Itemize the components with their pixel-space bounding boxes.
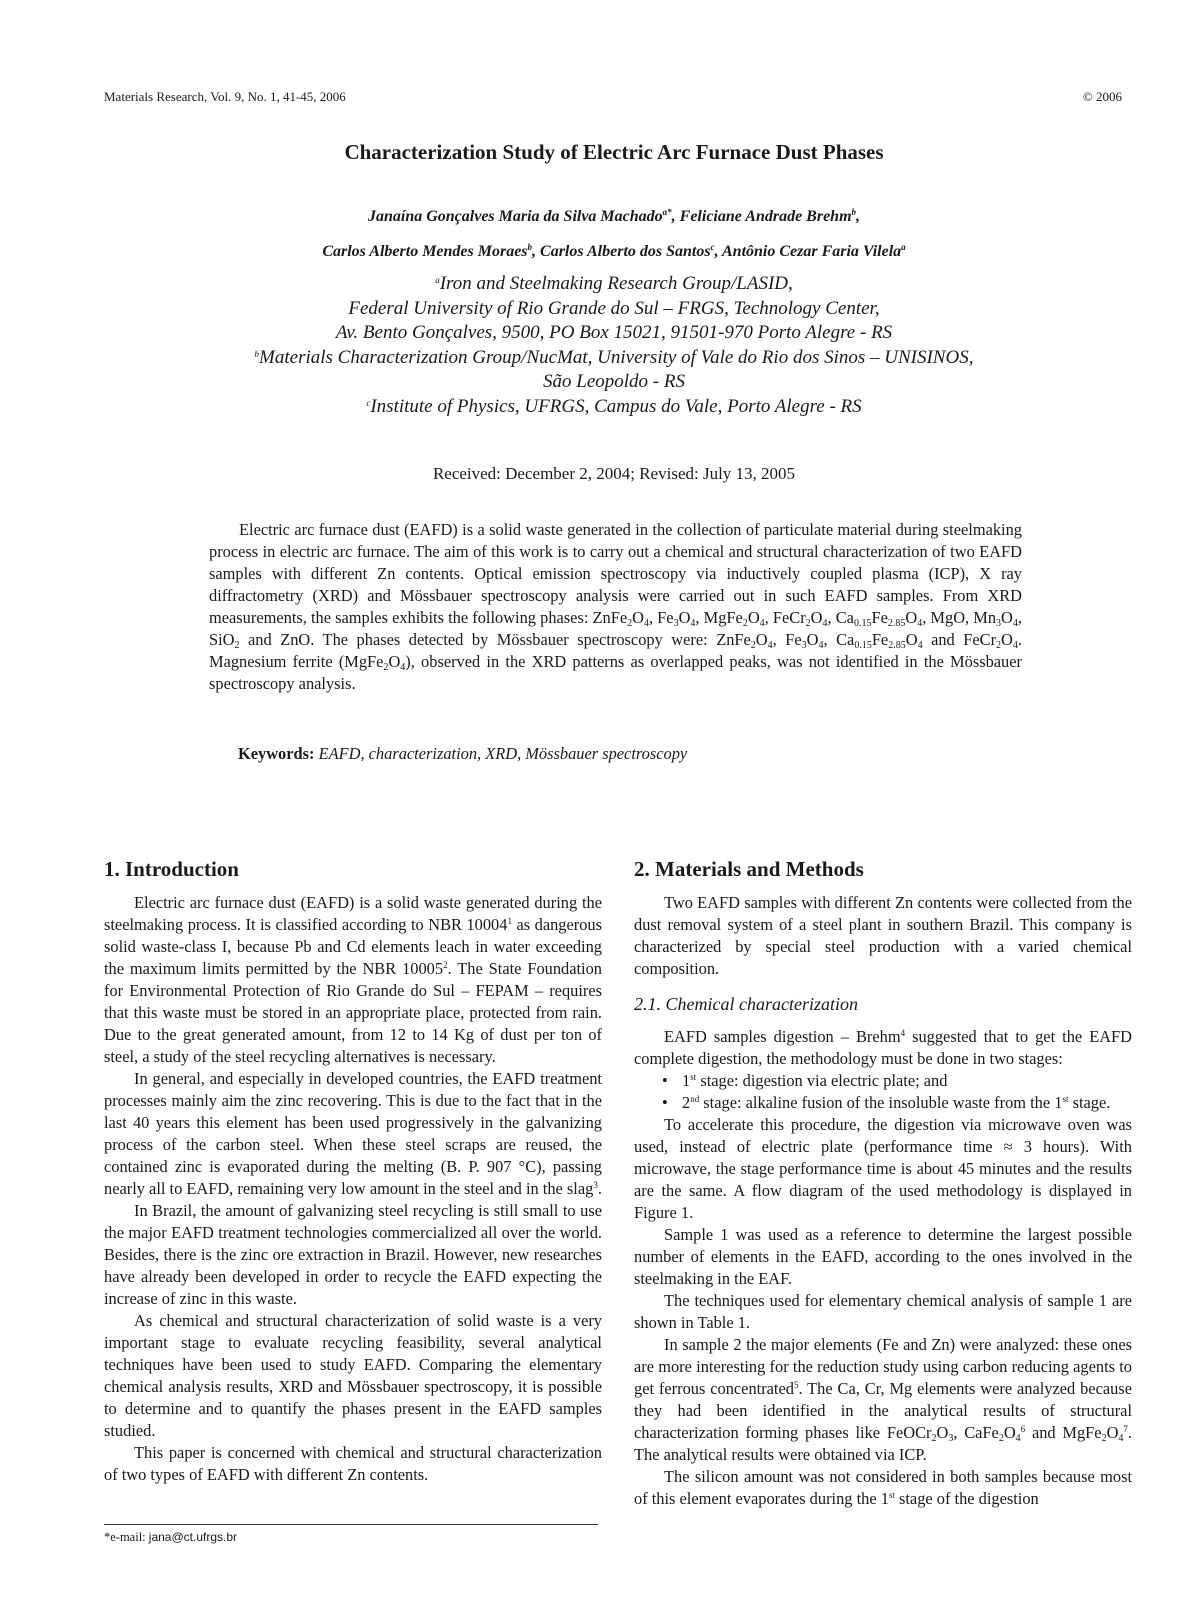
keywords-text: EAFD, characterization, XRD, Mössbauer spectroscopy (318, 744, 688, 763)
affiliations (0, 272, 1200, 419)
footnote-divider (104, 1524, 598, 1525)
affiliation-b-line-1 (0, 346, 1200, 371)
methods-paragraph-5: The techniques used for elementary chemical analysis of sample 1 are shown in Table 1. (634, 1291, 1132, 1332)
author-line-1 (0, 199, 1200, 234)
section-heading-introduction: 1. Introduction (104, 857, 239, 881)
intro-paragraph-4: As chemical and structural characterization of solid waste is a very important stage to evaluate recycling feasibility, several analytical techniques have been used to study EAFD. Comparing the elementary chemical analysis results, XRD and Mössbauer spectroscopy, it is possible to determine and to quantify the phases present in the EAFD samples studied. (104, 1311, 602, 1440)
intro-paragraph-2: In general, and especially in developed countries, the EAFD treatment processes mainly aim the zinc recovering. This is due to the fact that in the last 40 years this element has been used progressively in the galvanizing process of the carbon steel. When these steel scraps are reused, the contained zinc is evaporated during the melting (B. P. 907 °C), passing nearly all to EAFD, remaining very low amount in the steel and in the slag$^3$. (104, 1069, 602, 1198)
running-head (104, 89, 1122, 105)
author-name: Carlos Alberto dos Santos (540, 243, 711, 260)
author-name: Janaína Gonçalves Maria da Silva Machado (367, 208, 663, 225)
affiliation-a-line-1 (0, 272, 1200, 297)
author-separator: , (856, 208, 861, 225)
received-dates: Received: December 2, 2004; Revised: July 13, 2005 (432, 464, 796, 483)
subsection-heading-chemical: 2.1. Chemical characterization (634, 994, 858, 1014)
intro-paragraph-1: Electric arc furnace dust (EAFD) is a solid waste generated during the steelmaking process. It is classified according to NBR 10004$^1$ as dangerous solid waste-class I, because Pb and Cd elements leach in water exceeding the maximum limits permitted by the NBR 10005$^2$. The State Foundation for Environmental Protection of Rio Grande do Sul – FEPAM – requires that this waste must be stored in an appropriate place, protected from rain. Due to the great generated amount, from 12 to 14 Kg of dust per ton of steel, a study of the steel recycling alternatives is necessary. (104, 893, 602, 1066)
footnote-label: *e-mail: (104, 1530, 149, 1544)
affiliation-mark: b (254, 348, 260, 359)
affiliation-b-line-2: São Leopoldo - RS (543, 371, 685, 392)
author-separator: , (714, 243, 722, 260)
methods-paragraph-6: In sample 2 the major elements (Fe and Zn) were analyzed: these ones are more interesting for the reduction study using carbon reducing agents to get ferrous concentrated$^5$. The Ca, Cr, Mg elements were analyzed because they had been identified in the analytical results of structural characterization forming phases like $FeOCr_2O_3$, $CaFe_2O_4^6$ and $MgFe_2O_4^7$. The analytical results were obtained via ICP. (634, 1335, 1133, 1464)
footnote (104, 1530, 237, 1545)
author-separator: , (532, 243, 541, 260)
affiliation-mark: a (435, 275, 440, 285)
right-column (634, 856, 1132, 1510)
affiliation-text: Institute of Physics, UFRGS, Campus do Vale, Porto Alegre - RS (370, 395, 862, 417)
intro-paragraph-5: This paper is concerned with chemical and structural characterization of two types of EAFD with different Zn contents. (104, 1443, 602, 1484)
affiliation-c-line-1 (0, 395, 1200, 420)
email-address: jana@ct.ufrgs.br (148, 1530, 237, 1544)
list-item: • 1st stage: digestion via electric plate; and (662, 1071, 948, 1090)
keywords-label: Keywords: (238, 744, 315, 763)
section-heading-materials-methods: 2. Materials and Methods (634, 857, 864, 881)
affiliation-text: Materials Characterization Group/NucMat, University of Vale do Rio dos Sinos – UNISINOS, (259, 346, 974, 368)
methods-paragraph-4: Sample 1 was used as a reference to determine the largest possible number of elements in the EAFD, according to the ones involved in the steelmaking in the EAF. (634, 1225, 1132, 1288)
paper-title: Characterization Study of Electric Arc Furnace Dust Phases (344, 140, 884, 164)
author-line-2 (0, 234, 1200, 269)
affiliation-mark: c (366, 397, 371, 408)
keywords (238, 744, 687, 764)
copyright: © 2006 (1082, 89, 1122, 104)
bullet-icon: • (662, 1093, 668, 1112)
list-item: • 2nd stage: alkaline fusion of the insoluble waste from the 1st stage. (662, 1093, 1111, 1112)
stage-list (634, 1070, 1132, 1114)
methods-paragraph-2: EAFD samples digestion – Brehm$^4$ suggested that to get the EAFD complete digestion, the methodology must be done in two stages: (634, 1027, 1132, 1068)
methods-paragraph-7: The silicon amount was not considered in both samples because most of this element evaporates during the 1st stage of the digestion (634, 1467, 1132, 1508)
intro-paragraph-3: In Brazil, the amount of galvanizing steel recycling is still small to use the major EAFD treatment technologies commercialized all over the world. Besides, there is the zinc ore extraction in Brazil. However, new researches have already been developed in order to recycle the EAFD expecting the increase of zinc in this waste. (104, 1201, 602, 1308)
author-list (0, 199, 1200, 269)
author-name: Feliciane Andrade Brehm (679, 208, 852, 225)
author-affiliation-mark: a (901, 242, 906, 252)
affiliation-a-line-2: Federal University of Rio Grande do Sul – FRGS, Technology Center, (348, 297, 880, 319)
author-separator: , (671, 208, 680, 225)
bullet-icon: • (662, 1071, 668, 1090)
author-affiliation-mark: b (851, 207, 857, 217)
methods-paragraph-3: To accelerate this procedure, the digestion via microwave oven was used, instead of electric plate (performance time ≈ 3 hours). With microwave, the stage performance time is about 45 minutes and the results are the same. A flow diagram of the used methodology is displayed in Figure 1. (634, 1115, 1132, 1222)
abstract: Electric arc furnace dust (EAFD) is a solid waste generated in the collection of particulate material during steelmaking process in electric arc furnace. The aim of this work is to carry out a chemical and structural characterization of two EAFD samples with different Zn contents. Optical emission spectroscopy via inductively coupled plasma (ICP), X ray diffractometry (XRD) and Mössbauer spectroscopy analysis were carried out in such EAFD samples. From XRD measurements, the samples exhibits the following phases: $ZnFe_2O_4$, $Fe_3O_4$, $MgFe_2O_4$, $FeCr_2O_4$, $Ca_{0.15}Fe_{2.85}O_4$, MgO, $Mn_3O_4$, SiO$_2$ and ZnO. The phases detected by Mössbauer spectroscopy were: $ZnFe_2O_4$, $Fe_3O_4$, $Ca_{0.15}Fe_{2.85}O_4$ and $FeCr_2O_4$. Magnesium ferrite $(MgFe_2O_4)$, observed in the XRD patterns as overlapped peaks, was not identified in the Mössbauer spectroscopy analysis. (209, 520, 1022, 693)
author-name: Antônio Cezar Faria Vilela (722, 243, 902, 260)
author-affiliation-mark: c (710, 242, 715, 252)
left-column (104, 856, 602, 1486)
author-name: Carlos Alberto Mendes Moraes (322, 243, 528, 260)
author-affiliation-mark: a* (662, 207, 672, 217)
journal-citation: Materials Research, Vol. 9, No. 1, 41-45, 2006 (104, 89, 346, 104)
affiliation-a-line-3: Av. Bento Gonçalves, 9500, PO Box 15021, 91501-970 Porto Alegre - RS (335, 322, 893, 343)
author-affiliation-mark: b (527, 242, 533, 252)
affiliation-text: Iron and Steelmaking Research Group/LASID, (439, 273, 793, 294)
methods-paragraph-1: Two EAFD samples with different Zn contents were collected from the dust removal system of a steel plant in southern Brazil. This company is characterized by special steel production with a varied chemical composition. (634, 893, 1132, 978)
